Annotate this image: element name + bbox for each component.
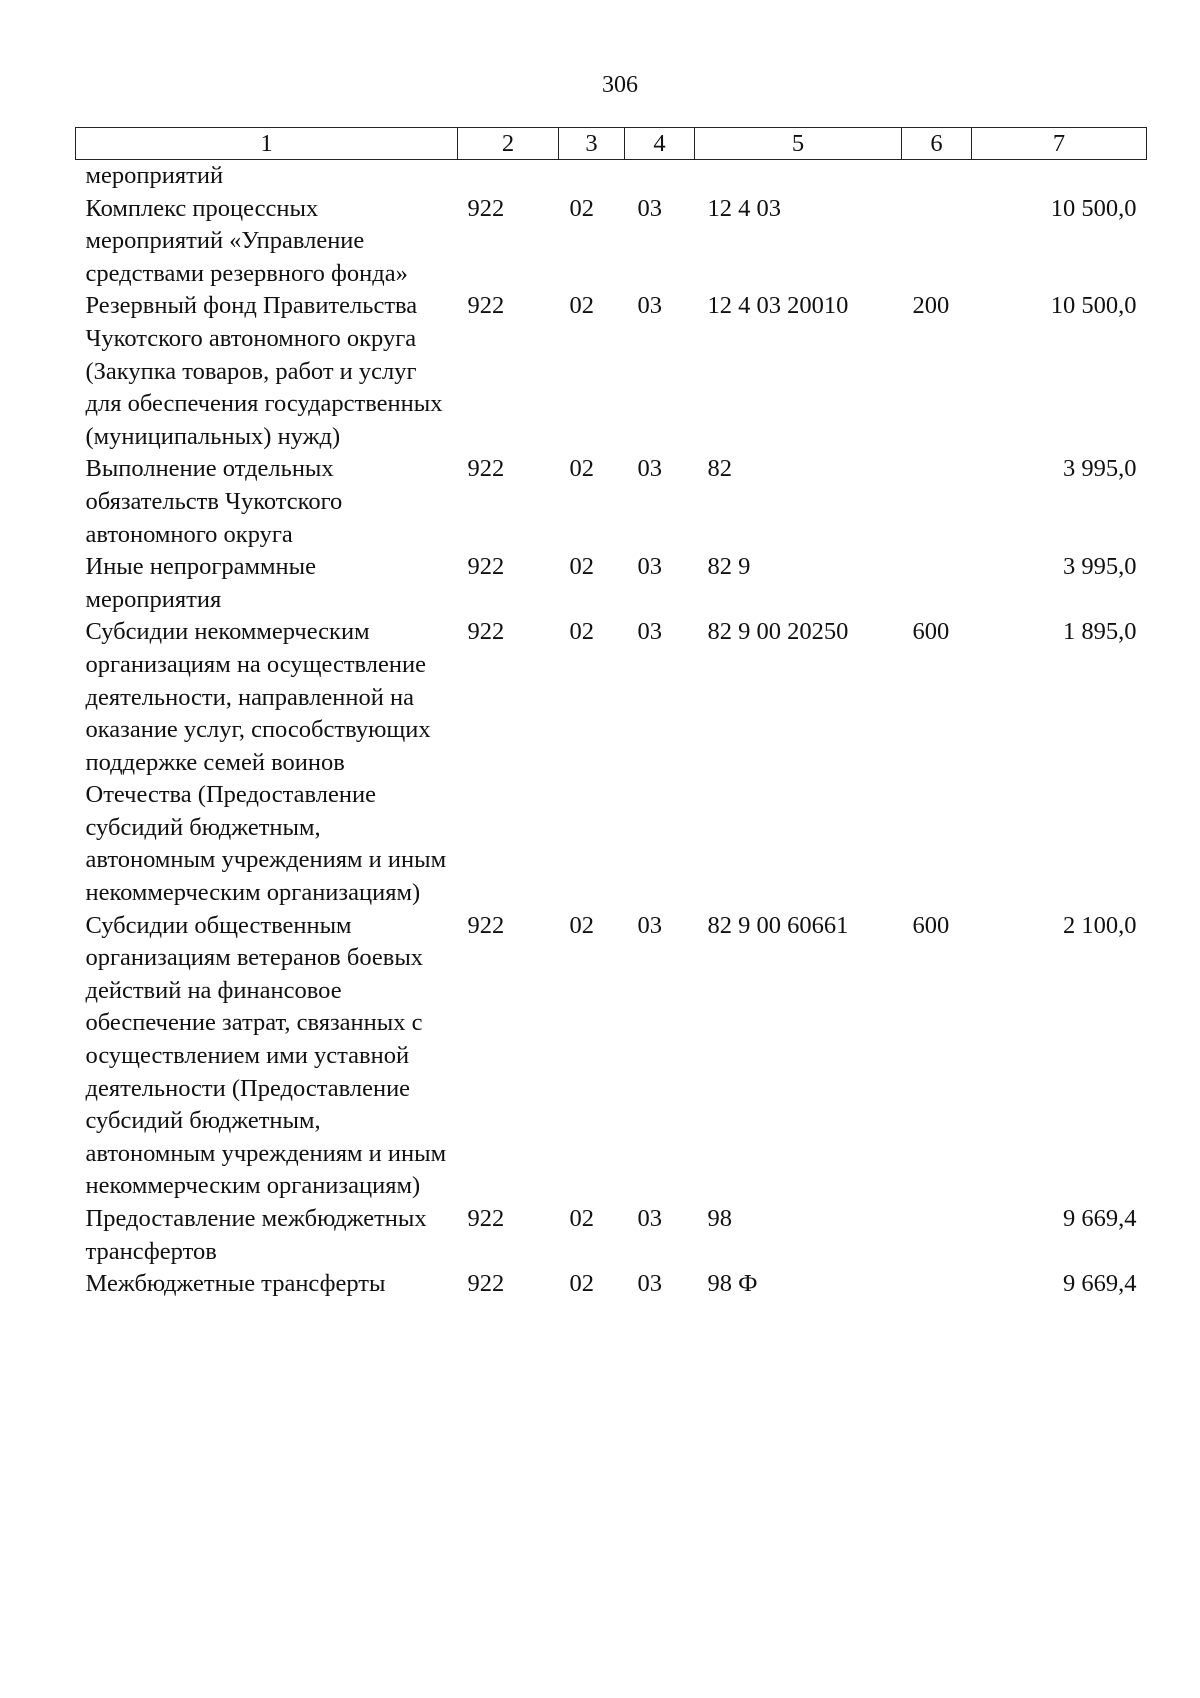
- item-name: Предоставление межбюджетных трансфертов: [85, 1205, 427, 1265]
- expense-type-code: [902, 1268, 972, 1301]
- expense-type-code: 200: [912, 292, 950, 320]
- target-article-code: 98: [707, 1205, 732, 1232]
- ministry-code: 922: [467, 1270, 505, 1298]
- section-code: 02: [569, 618, 594, 646]
- subsection-code: 03: [637, 553, 662, 581]
- expense-type-code: [902, 160, 972, 193]
- subsection-code: 03: [637, 194, 662, 222]
- section-code: 02: [569, 1205, 594, 1232]
- table-row: [76, 160, 1147, 193]
- section-code: 02: [569, 194, 594, 222]
- table-row: [76, 290, 1147, 453]
- section-code: 02: [569, 292, 594, 320]
- column-header-5: 5: [695, 128, 902, 160]
- table-row: [76, 193, 1147, 291]
- item-name: мероприятий: [85, 162, 224, 189]
- item-name: Иные непрограммные мероприятия: [85, 553, 316, 613]
- ministry-code: 922: [467, 292, 505, 320]
- table-row: [76, 616, 1147, 909]
- column-header-3: 3: [559, 128, 625, 160]
- column-header-1: 1: [76, 128, 458, 160]
- table-row: [76, 551, 1147, 616]
- expense-type-code: [902, 551, 972, 616]
- expense-type-code: [902, 453, 972, 551]
- item-name: Субсидии общественным организациям ветеранов боевых действий на финансовое обеспечение затрат, связанных с осуществлением ими уставной деятельности (Предоставление субсидий бюджетным, автономным учреждениям и иным некоммерческим организациям): [85, 911, 447, 1200]
- target-article-code: [695, 160, 902, 193]
- target-article-code: 12 4 03 20010: [707, 292, 849, 320]
- item-name: Межбюджетные трансферты: [85, 1270, 386, 1298]
- section-code: 02: [569, 455, 594, 483]
- column-header-7: 7: [972, 128, 1147, 160]
- table-row: [76, 1268, 1147, 1301]
- amount: 1 895,0: [1063, 618, 1137, 646]
- subsection-code: 03: [637, 1270, 662, 1298]
- column-header-4: 4: [625, 128, 695, 160]
- page-number: 306: [602, 72, 638, 98]
- column-header-2: 2: [458, 128, 559, 160]
- table-row: [76, 910, 1147, 1203]
- expense-type-code: [902, 193, 972, 291]
- section-code: [559, 160, 625, 193]
- section-code: 02: [569, 911, 594, 939]
- amount: 10 500,0: [1050, 194, 1137, 222]
- ministry-code: 922: [467, 194, 505, 222]
- ministry-code: 922: [467, 618, 505, 646]
- item-name: Выполнение отдельных обязательств Чукотского автономного округа: [85, 455, 343, 548]
- amount: [972, 160, 1147, 193]
- subsection-code: 03: [637, 455, 662, 483]
- expense-type-code: [902, 1203, 972, 1268]
- subsection-code: 03: [637, 618, 662, 646]
- target-article-code: 82: [707, 455, 732, 483]
- amount: 3 995,0: [1063, 455, 1137, 483]
- subsection-code: 03: [637, 1205, 662, 1232]
- expense-type-code: 600: [912, 618, 950, 646]
- target-article-code: 98 Ф: [707, 1270, 758, 1298]
- budget-table: [75, 127, 1147, 1301]
- expense-type-code: 600: [912, 911, 950, 939]
- column-number-header-row: [76, 128, 1147, 160]
- target-article-code: 82 9 00 20250: [707, 618, 849, 646]
- section-code: 02: [569, 553, 594, 581]
- target-article-code: 82 9 00 60661: [707, 911, 849, 939]
- column-header-6: 6: [902, 128, 972, 160]
- target-article-code: 82 9: [707, 553, 751, 581]
- ministry-code: 922: [467, 911, 505, 939]
- ministry-code: 922: [467, 455, 505, 483]
- ministry-code: 922: [467, 1205, 505, 1232]
- ministry-code: 922: [467, 553, 505, 581]
- item-name: Комплекс процессных мероприятий «Управление средствами резервного фонда»: [85, 194, 408, 287]
- table-row: [76, 1203, 1147, 1268]
- target-article-code: 12 4 03: [707, 194, 781, 222]
- amount: 2 100,0: [1063, 911, 1137, 939]
- amount: 10 500,0: [1050, 292, 1137, 320]
- item-name: Субсидии некоммерческим организациям на осуществление деятельности, направленной на оказание услуг, способствующих поддержке семей воинов Отечества (Предоставление субсидий бюджетным, автономным учреждениям и иным некоммерческим организациям): [85, 618, 447, 907]
- amount: 3 995,0: [1063, 553, 1137, 581]
- amount: 9 669,4: [1063, 1205, 1137, 1232]
- subsection-code: 03: [637, 292, 662, 320]
- amount: 9 669,4: [1063, 1270, 1137, 1298]
- subsection-code: [625, 160, 695, 193]
- table-row: [76, 453, 1147, 551]
- subsection-code: 03: [637, 911, 662, 939]
- ministry-code: [458, 160, 559, 193]
- item-name: Резервный фонд Правительства Чукотского автономного округа (Закупка товаров, работ и услуг для обеспечения государственных (муниципальных) нужд): [85, 292, 443, 450]
- section-code: 02: [569, 1270, 594, 1298]
